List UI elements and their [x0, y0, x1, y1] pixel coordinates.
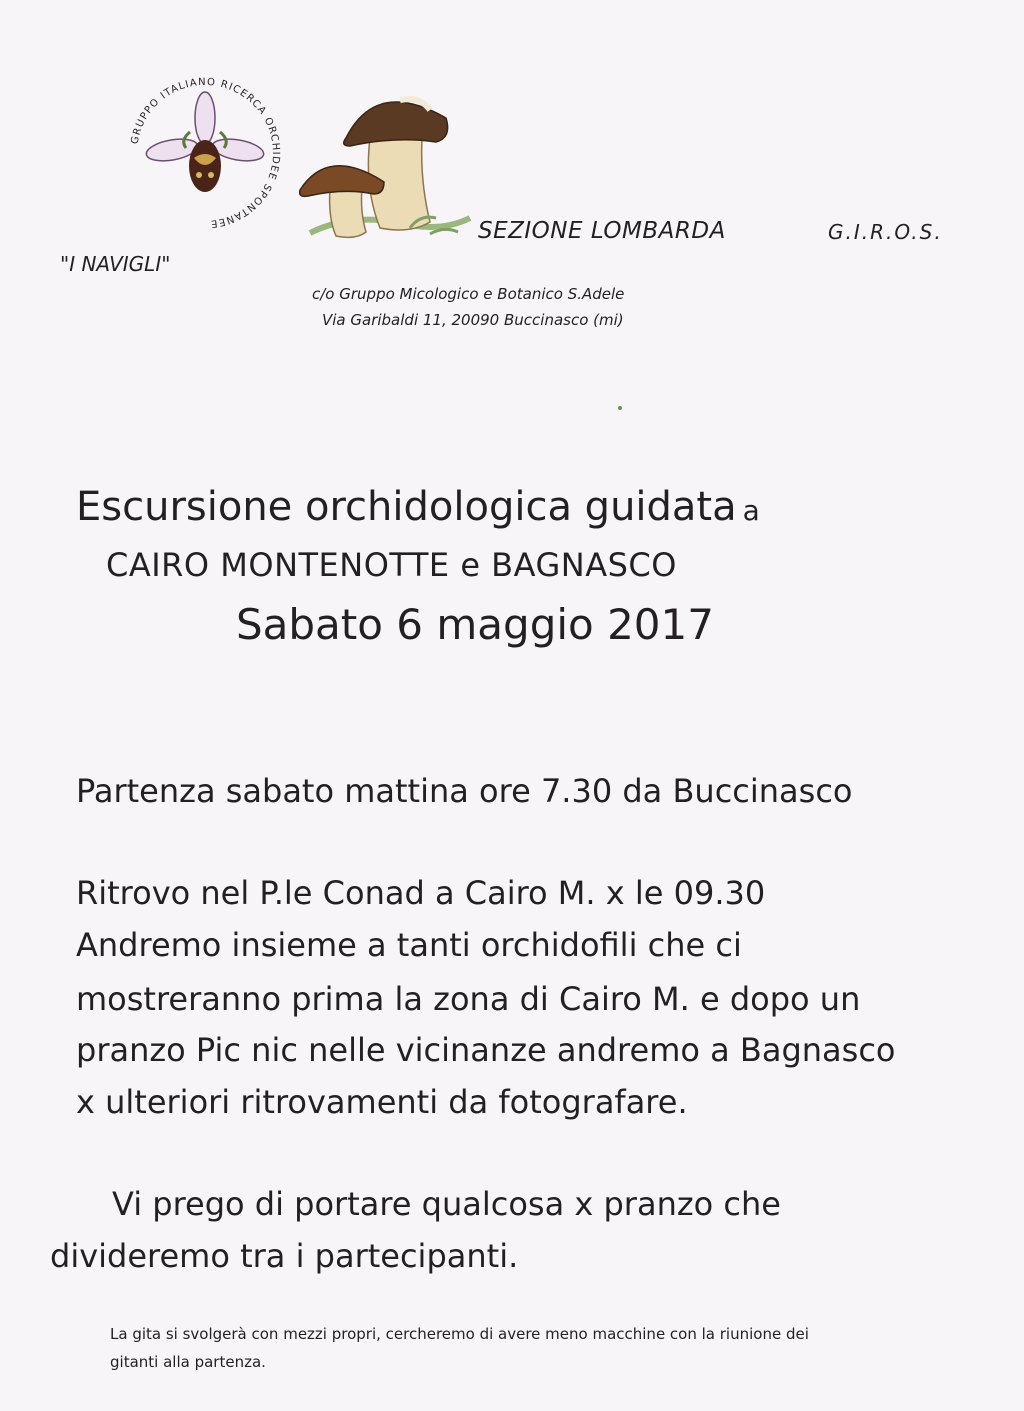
ritrovo-line: Ritrovo nel P.le Conad a Cairo M. x le 09.30: [76, 874, 766, 912]
navigli-label: "I NAVIGLI": [60, 252, 171, 276]
mushroom-illustration: [290, 78, 490, 248]
ritrovo-line: x ulteriori ritrovamenti da fotografare.: [76, 1083, 688, 1121]
event-places: CAIRO MONTENOTTE e BAGNASCO: [106, 546, 677, 584]
event-title-suffix: a: [742, 494, 760, 527]
logo-ring-text: GRUPPO ITALIANO RICERCA ORCHIDEE SPONTANEE: [129, 76, 282, 229]
event-title: [76, 484, 760, 530]
address-line-1: c/o Gruppo Micologico e Botanico S.Adele: [312, 285, 625, 303]
event-title-text: Escursione orchidologica guidata: [76, 484, 737, 530]
pranzo-line: divideremo tra i partecipanti.: [50, 1237, 519, 1275]
ritrovo-line: Andremo insieme a tanti orchidofili che ci: [76, 926, 742, 964]
address-line-2: Via Garibaldi 11, 20090 Buccinasco (mi): [322, 311, 624, 329]
ritrovo-line: mostreranno prima la zona di Cairo M. e dopo un: [76, 980, 861, 1018]
footer-note-line: La gita si svolgerà con mezzi propri, cercheremo di avere meno macchine con la riunione dei: [110, 1325, 809, 1343]
partenza-text: Partenza sabato mattina ore 7.30 da Buccinasco: [76, 772, 853, 810]
giros-label: G.I.R.O.S.: [828, 220, 943, 244]
event-date: Sabato 6 maggio 2017: [236, 600, 714, 649]
ritrovo-line: pranzo Pic nic nelle vicinanze andremo a Bagnasco: [76, 1031, 896, 1069]
pranzo-line: Vi prego di portare qualcosa x pranzo che: [112, 1185, 781, 1223]
footer-note-line: gitanti alla partenza.: [110, 1353, 266, 1371]
sezione-label: SEZIONE LOMBARDA: [478, 218, 726, 244]
giros-logo: [110, 58, 300, 248]
scan-speck: [618, 406, 622, 410]
